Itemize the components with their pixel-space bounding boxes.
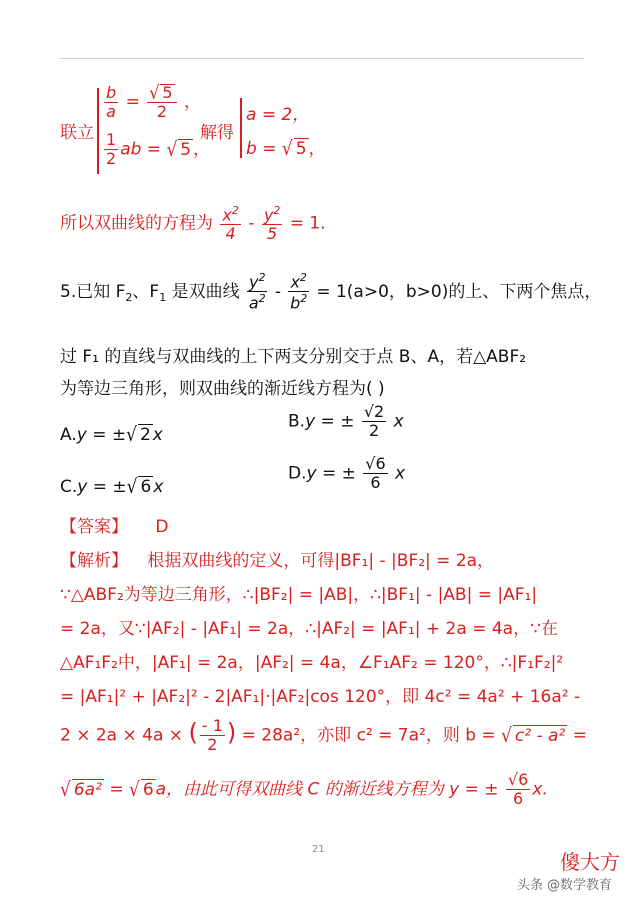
problem-line-2: 过 F₁ 的直线与双曲线的上下两支分别交于点 B、A，若△ABF₂ (60, 347, 527, 367)
problem-line-3: 为等边三角形，则双曲线的渐近线方程为( ) (60, 379, 385, 399)
watermark-logo: 傻大方 (560, 850, 620, 874)
analysis-line-6: 2 × 2a × 4a × ( $\frac{- 1}{2}$ ) = 28a²，亦即 c² = 7a²，则 b = √ c² - a² = (60, 716, 587, 754)
option-d: D.y = ± $\frac{√6}{6}$ x (288, 454, 406, 492)
jiede-label: 解得 (200, 123, 234, 143)
answer-line (60, 512, 169, 537)
solution-a: a = 2， (246, 105, 310, 125)
equation-2: $\frac{1}{2}$ ab = √ 5 ， (106, 130, 211, 168)
header-rule (60, 58, 584, 59)
conclusion: 所以双曲线的方程为 $\frac{x^2}{4}$ - $\frac{y^2}{5}$ = 1. (60, 204, 326, 244)
option-a: A.y = ±√ 2 x (60, 423, 163, 447)
answer-value: D (155, 517, 169, 537)
equation-1: $\frac{b}{a}$ = $\frac{√ 5}{2}$ ， (106, 81, 202, 121)
option-c: C.y = ±√ 6 x (60, 475, 164, 499)
analysis-line-2: ∵△ABF₂为等边三角形，∴|BF₂| = |AB|，∴|BF₁| - |AB| = |AF₁| (60, 585, 538, 605)
analysis-line-4: △AF₁F₂中，|AF₁| = 2a，|AF₂| = 4a，∠F₁AF₂ = 120°，∴|F₁F₂|² (60, 653, 564, 673)
analysis-line-7: √ 6a² = √ 6 a，由此可得双曲线 C 的渐近线方程为 y = ± $\frac{√6}{6}$ x. (60, 770, 548, 808)
analysis-line-1: 【解析】 根据双曲线的定义，可得|BF₁| - |BF₂| = 2a， (60, 551, 495, 571)
lianli-label: 联立 (60, 123, 94, 143)
problem-line-1: 5.已知 $F_2$、$F_1$ 是双曲线 $\frac{y^2}{a^2}$ - $\frac{x^2}{b^2}$ = 1(a>0，b>0)的上、下两个焦点， (60, 271, 602, 313)
answer-tag: 【答案】 (60, 517, 128, 537)
system-brace-left (97, 88, 99, 174)
analysis-line-3: = 2a，又∵|AF₂| - |AF₁| = 2a，∴|AF₂| = |AF₁| + 2a = 4a，∵在 (60, 619, 558, 639)
analysis-tag: 【解析】 (60, 551, 128, 571)
option-b: B.y = ± $\frac{√2}{2}$ x (288, 402, 404, 440)
solution-b: b = √ 5 ， (246, 137, 326, 161)
analysis-line-5: = |AF₁|² + |AF₂|² - 2|AF₁|·|AF₂|cos 120°，即 4c² = 4a² + 16a² - (60, 687, 581, 707)
page-number: 21 (312, 844, 325, 855)
source-credit: 头条 @数学教育 (516, 878, 612, 893)
solution-brace (240, 98, 242, 158)
